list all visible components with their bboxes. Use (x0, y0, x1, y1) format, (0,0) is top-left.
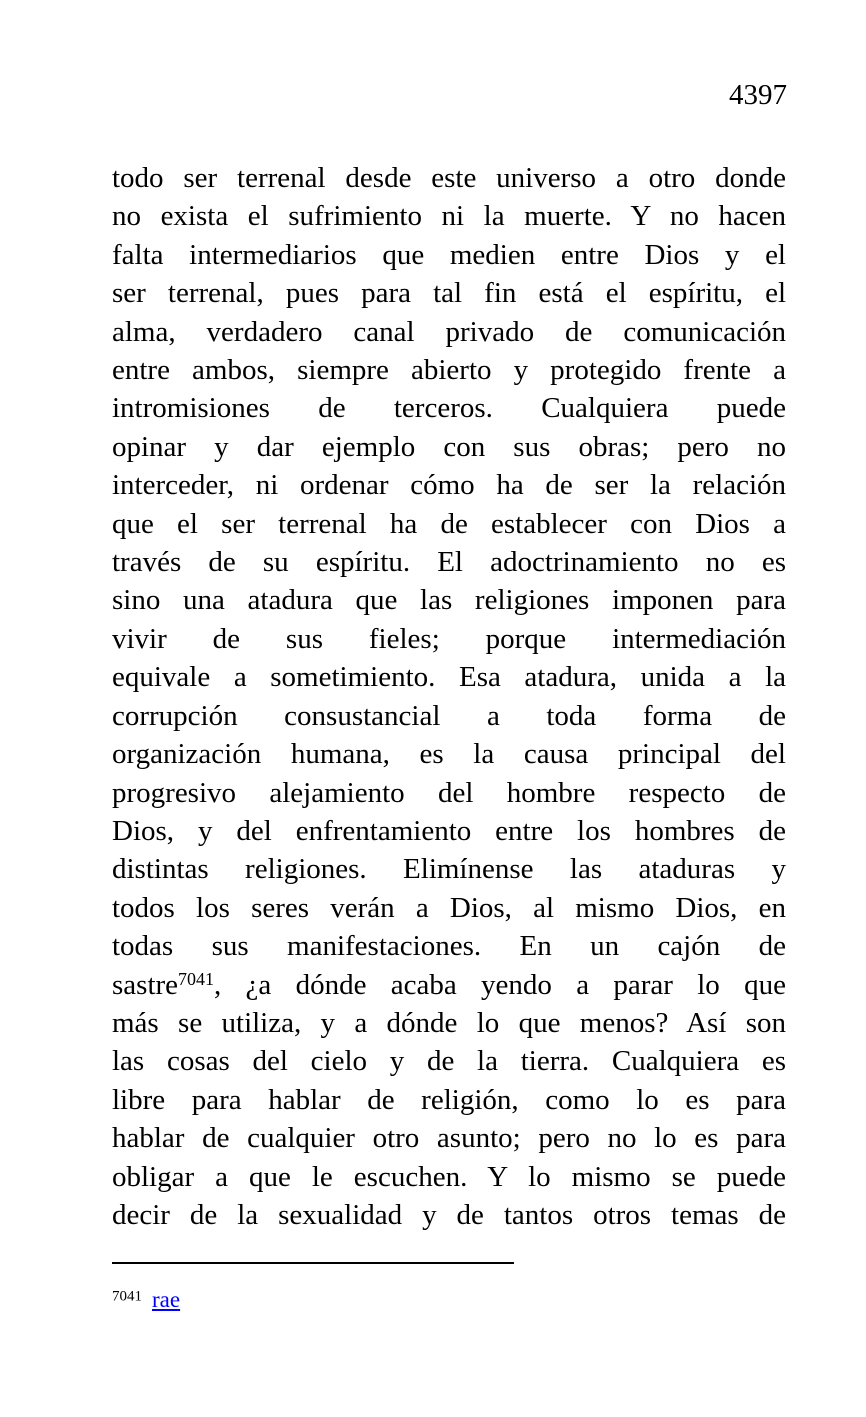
body-line (112, 966, 786, 1004)
body-line: Dios, y del enfrentamiento entre los hombres de (112, 814, 786, 847)
body-line-text: , ¿a dónde acaba yendo a parar lo que (213, 968, 786, 1001)
body-line: las cosas del cielo y de la tierra. Cualquiera es (112, 1045, 786, 1078)
body-line: decir de la sexualidad y de tantos otros temas de (112, 1198, 786, 1231)
body-line: vivir de sus fieles; porque intermediación (112, 622, 786, 655)
body-line-text: sastre (112, 968, 179, 1001)
body-line: que el ser terrenal ha de establecer con Dios a (112, 507, 786, 540)
footnote-separator (112, 1262, 514, 1264)
body-text (112, 159, 786, 1234)
body-line: opinar y dar ejemplo con sus obras; pero no (112, 430, 786, 463)
body-line: intromisiones de terceros. Cualquiera puede (112, 392, 786, 425)
body-line: través de su espíritu. El adoctrinamiento no es (112, 546, 786, 579)
body-line: no exista el sufrimiento ni la muerte. Y no hacen (112, 200, 786, 233)
body-line: distintas religiones. Elimínense las ataduras y (112, 853, 786, 886)
body-line: ser terrenal, pues para tal fin está el espíritu, el (112, 277, 786, 310)
body-line: corrupción consustancial a toda forma de (112, 699, 786, 732)
body-line: hablar de cualquier otro asunto; pero no lo es para (112, 1122, 786, 1155)
body-line: entre ambos, siempre abierto y protegido frente a (112, 354, 786, 387)
body-line: falta intermediarios que medien entre Dios y el (112, 238, 786, 271)
footnote-reference: 7041 (178, 968, 214, 989)
body-line: progresivo alejamiento del hombre respecto de (112, 776, 786, 809)
body-line: organización humana, es la causa principal del (112, 738, 786, 771)
body-line: más se utiliza, y a dónde lo que menos? Así son (112, 1006, 786, 1039)
body-line: todo ser terrenal desde este universo a otro donde (112, 162, 786, 194)
body-line: sino una atadura que las religiones imponen para (112, 584, 786, 617)
body-line: interceder, ni ordenar cómo ha de ser la relación (112, 469, 786, 502)
footnote (112, 1286, 180, 1314)
body-line: libre para hablar de religión, como lo es para (112, 1083, 786, 1116)
page-number: 4397 (729, 79, 787, 111)
body-line: obligar a que le escuchen. Y lo mismo se puede (112, 1160, 786, 1193)
body-line: equivale a sometimiento. Esa atadura, unida a la (112, 661, 786, 694)
footnote-number: 7041 (112, 1288, 142, 1305)
body-line: todas sus manifestaciones. En un cajón de (112, 930, 786, 963)
footnote-link-rae[interactable]: rae (152, 1287, 181, 1312)
body-line: alma, verdadero canal privado de comunicación (112, 315, 786, 348)
body-line: todos los seres verán a Dios, al mismo Dios, en (112, 891, 786, 924)
